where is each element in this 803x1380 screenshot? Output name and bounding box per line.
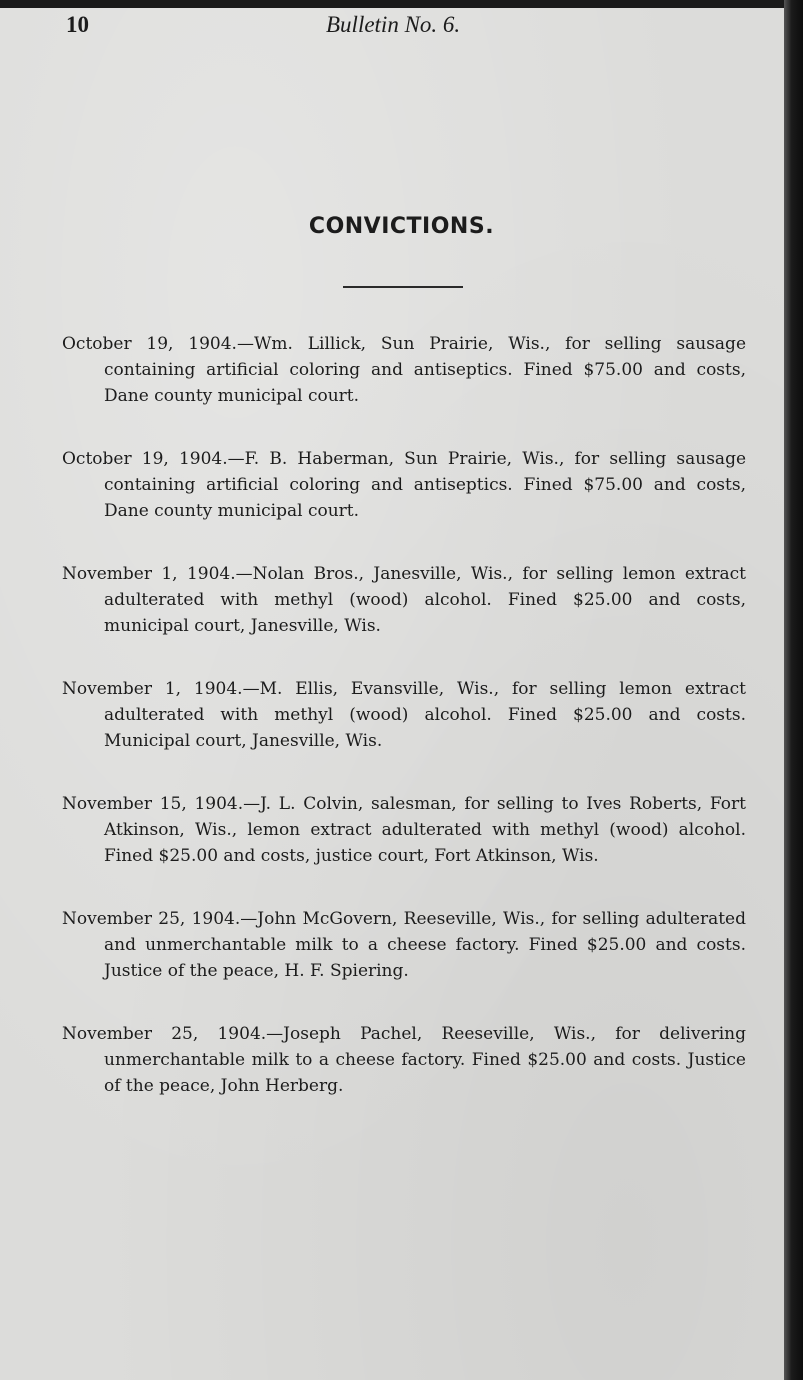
entry-date: October 19, 1904. [62,449,228,469]
entry-date: November 25, 1904. [62,1024,267,1044]
entry-text: —F. B. Haberman, Sun Prairie, Wis., for selling sausage containing artificial coloring and antiseptics. Fined $75.00 and costs, Dane county municipal court. [104,449,747,521]
conviction-entry [62,906,746,984]
section-title: CONVICTIONS. [308,214,495,239]
conviction-entry [62,561,746,639]
entry-text: —Wm. Lillick, Sun Prairie, Wis., for selling sausage containing artificial coloring and antiseptics. Fined $75.00 and costs, Dane county municipal court. [104,334,746,406]
conviction-entry [62,1021,746,1099]
title-divider [343,286,463,288]
conviction-entry [62,446,746,524]
entry-date: November 1, 1904. [62,564,236,584]
convictions-list [62,331,746,1136]
entry-date: November 25, 1904. [62,909,241,929]
entry-text: —J. L. Colvin, salesman, for selling to Ives Roberts, Fort Atkinson, Wis., lemon extract adulterated with methyl (wood) alcohol. Fined $25.00 and costs, justice court, Fort Atkinson, Wis. [104,794,746,866]
entry-date: November 1, 1904. [62,679,243,699]
entry-date: November 15, 1904. [62,794,244,814]
document-page [0,8,784,1380]
entry-text: —Joseph Pachel, Reeseville, Wis., for delivering unmerchantable milk to a cheese factory. Fined $25.00 and costs. Justice of the peace, John Herberg. [104,1024,747,1096]
conviction-entry [62,791,746,869]
entry-text: —M. Ellis, Evansville, Wis., for selling lemon extract adulterated with methyl (wood) alcohol. Fined $25.00 and costs. Municipal court, Janesville, Wis. [104,679,746,751]
conviction-entry [62,331,746,409]
conviction-entry [62,676,746,754]
entry-text: —Nolan Bros., Janesville, Wis., for selling lemon extract adulterated with methyl (wood) alcohol. Fined $25.00 and costs, municipal court, Janesville, Wis. [104,564,746,636]
page-number: 10 [66,12,89,37]
book-spine-edge [784,0,803,1380]
entry-date: October 19, 1904. [62,334,237,354]
entry-text: —John McGovern, Reeseville, Wis., for selling adulterated and unmerchantable milk to a cheese factory. Fined $25.00 and costs. Justice of the peace, H. F. Spiering. [104,909,746,981]
running-title: Bulletin No. 6. [326,12,461,37]
